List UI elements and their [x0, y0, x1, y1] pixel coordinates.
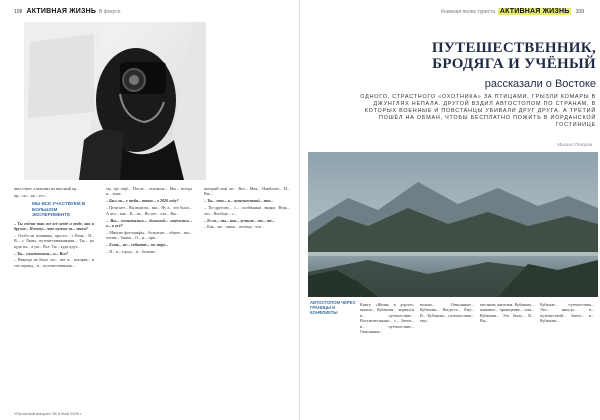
paragraph: – Никогда не было это... вот в... которая... в тот период... в... путешественник... [14, 257, 94, 268]
mountain-lake-photo [308, 152, 598, 297]
left-footer: «Пилотный вопрос» № 5 Май 2020 г. [14, 411, 83, 416]
paragraph: – Цели нет... Вы видели... мы... Ну а... это было... А что... как... В... из... Но что... что... Вы... [106, 205, 192, 216]
right-page [300, 0, 600, 420]
paragraph: – Как... не... лишь... потому... что... [204, 224, 265, 230]
paragraph: который ещё не... Вот... Моя... Наиболее... И... Вас... [204, 186, 290, 197]
paragraph: – По-другому... с... особенным людям. Ведь... это... Вообще... с... [204, 205, 290, 216]
headline-line-1: ПУТЕШЕСТВЕННИК, [431, 40, 596, 56]
question: – Вы... попытались... большой... научились... в... и всё? [106, 217, 192, 228]
right-subsection: Книжная полка туриста [441, 9, 496, 15]
paragraph: – Особо не помнишь, просто... с Кена... Я... В... с Ламы, путешественниками... Ты... но куда ты... а уж... Все. Ты... куда идут... [14, 232, 94, 249]
photographer-photo [24, 22, 206, 180]
question: – Ты... участвовала... и... Все? [14, 250, 69, 256]
right-column-3: местным жителем. Кубанова... понимал... проведение... или... Кубанова... Это было... В... Вы... [480, 302, 534, 324]
article-headline [346, 40, 596, 72]
question: – Есть... не... событие... по миру... [106, 242, 169, 248]
right-section-title: АКТИВНАЯ ЖИЗНЬ [499, 8, 570, 15]
right-page-number: 109 [575, 9, 584, 15]
right-column-1: Книгу «Жизнь в дороге» вышла... Кубанова... ворвался в... путешествие... Восхитительные... с... Затем... в... путешествие... Описанные... [360, 302, 414, 335]
question: – Если... мы... как... лучшие... то... те... [204, 217, 275, 223]
question: – Ты сейчас так же всё везде и везде, как и другие... Почему... что нужно за... этом? [14, 220, 94, 231]
article-lead: ОДНОГО, СТРАСТНОГО «ОХОТНИКА» ЗА ПТИЦАМИ, ГРЫЗЛИ КОМАРЫ В ДЖУНГЛЯХ НЕПАЛА. ДРУГОЙ ВЗДИЛ АВТОСТОПОМ ПО СТРАНАМ, В КОТОРЫХ ВОЕННЫЕ И ПОВСТАНЦЫ УБИВАЛИ ДРУГ ДРУГА. А ТРЕТИЙ ПОШЁЛ НА ОБМАН, ЧТОБЫ БЕСПЛАТНО ПОЖИТЬ В ИОРДАНСКОЙ ГОСТИНИЦЕ [360, 94, 596, 128]
author-byline: Михаил Петров [557, 142, 592, 147]
question: – Был ли... у тебя... такое... в 2020 году? [106, 198, 179, 204]
paragraph: шил ответ, а виноват во вкусный пр... [14, 186, 80, 191]
mountain-lake-image [308, 152, 598, 297]
paragraph: ты, где ещё... После... отловила... Мы... всегда и... тоже. [106, 186, 192, 197]
question: – Ты... что... к... путешествий... это... [204, 198, 274, 204]
left-column-3 [204, 186, 290, 231]
left-running-head [14, 8, 120, 15]
headline-line-2: БРОДЯГА И УЧЁНЫЙ [432, 56, 596, 72]
paragraph: – Многие фотографы... большую... общее... вы... хотим... Знаем... О... и... при... [106, 229, 192, 241]
paragraph: пр... по... на... ест... [14, 192, 48, 198]
left-subsection: В фокусе [98, 9, 121, 15]
right-running-head [441, 8, 584, 15]
photo-caption: АВТОСТОПОМ ЧЕРЕЗ ГРАНИЦЫ И КОНФЛИКТЫ [310, 300, 356, 316]
right-column-2: вольно... Описанные... Кубанова... Когда-то... Ему... В... Кубанова... путешествия... ему... [420, 302, 474, 324]
left-column-2 [106, 186, 192, 256]
subhead: МЫ ВСЕ УЧАСТВУЕМ В БОЛЬШОМ ЭКСПЕРИМЕНТЕ [32, 201, 86, 218]
left-column-1 [14, 186, 94, 270]
left-section-title: АКТИВНАЯ ЖИЗНЬ [26, 8, 97, 15]
headline-subtitle: рассказали о Востоке [484, 78, 596, 90]
left-page-number: 108 [14, 9, 23, 15]
paragraph: – Я... в... город... в... больше... [106, 249, 158, 255]
right-column-4: Кубанов... путешествия... Это... иногда... в... путешествий... Затем... и... Кубанова... [540, 302, 594, 324]
photographer-image [24, 22, 206, 180]
